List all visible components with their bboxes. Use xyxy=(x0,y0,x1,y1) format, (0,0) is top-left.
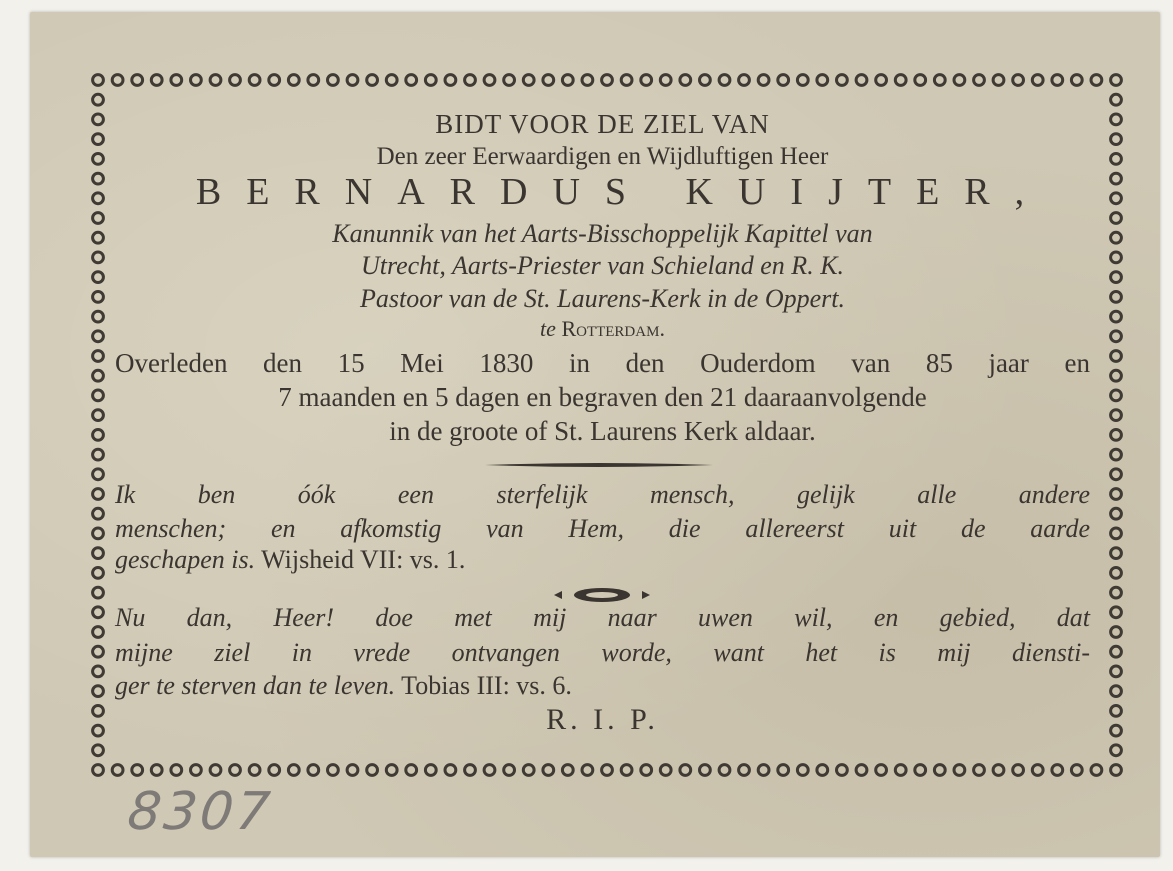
quote-2-source: Tobias III: vs. 6. xyxy=(401,671,572,700)
inventory-number: 8307 xyxy=(124,782,276,842)
card-heading: BIDT VOOR DE ZIEL VAN xyxy=(435,109,770,139)
role-line-2: Utrecht, Aarts-Priester van Schieland en R. K. xyxy=(360,251,845,280)
city-line xyxy=(115,318,1090,340)
card-subheading: Den zeer Eerwaardigen en Wijdluftigen Heer xyxy=(376,143,829,170)
quote-2-tail: ger te sterven dan te leven. xyxy=(115,671,396,700)
quote-1-line-3 xyxy=(115,547,1090,573)
city-name: Rotterdam. xyxy=(561,316,665,341)
quote-1-tail: geschapen is. xyxy=(115,545,256,574)
death-line-3: in de groote of St. Laurens Kerk aldaar. xyxy=(389,416,816,446)
city-prefix: te xyxy=(540,316,556,341)
quote-2-line-2: mijne ziel in vrede ontvangen worde, want het is mij diensti- xyxy=(115,638,1090,667)
quote-1-source: Wijsheid VII: vs. 1. xyxy=(261,545,466,574)
quote-1-line-2: menschen; en afkomstig van Hem, die allereerst uit de aarde xyxy=(115,514,1090,543)
death-line-1: Overleden den 15 Mei 1830 in den Ouderdom van 85 jaar en xyxy=(115,348,1090,378)
deceased-name: BERNARDUS KUIJTER, xyxy=(195,171,1050,213)
role-line-3: Pastoor van de St. Laurens-Kerk in de Oppert. xyxy=(359,284,846,313)
closing-rip: R. I. P. xyxy=(546,703,659,736)
quote-1-line-1: Ik ben óók een sterfelijk mensch, gelijk alle andere xyxy=(115,480,1090,509)
ornament-icon xyxy=(552,585,652,605)
quote-2-line-3 xyxy=(115,673,1090,699)
death-line-2: 7 maanden en 5 dagen en begraven den 21 daaraanvolgende xyxy=(278,382,927,412)
role-line-1: Kanunnik van het Aarts-Bisschoppelijk Kapittel van xyxy=(332,219,873,248)
divider-rule xyxy=(485,462,713,468)
quote-2-line-1: Nu dan, Heer! doe met mij naar uwen wil, en gebied, dat xyxy=(115,603,1090,632)
